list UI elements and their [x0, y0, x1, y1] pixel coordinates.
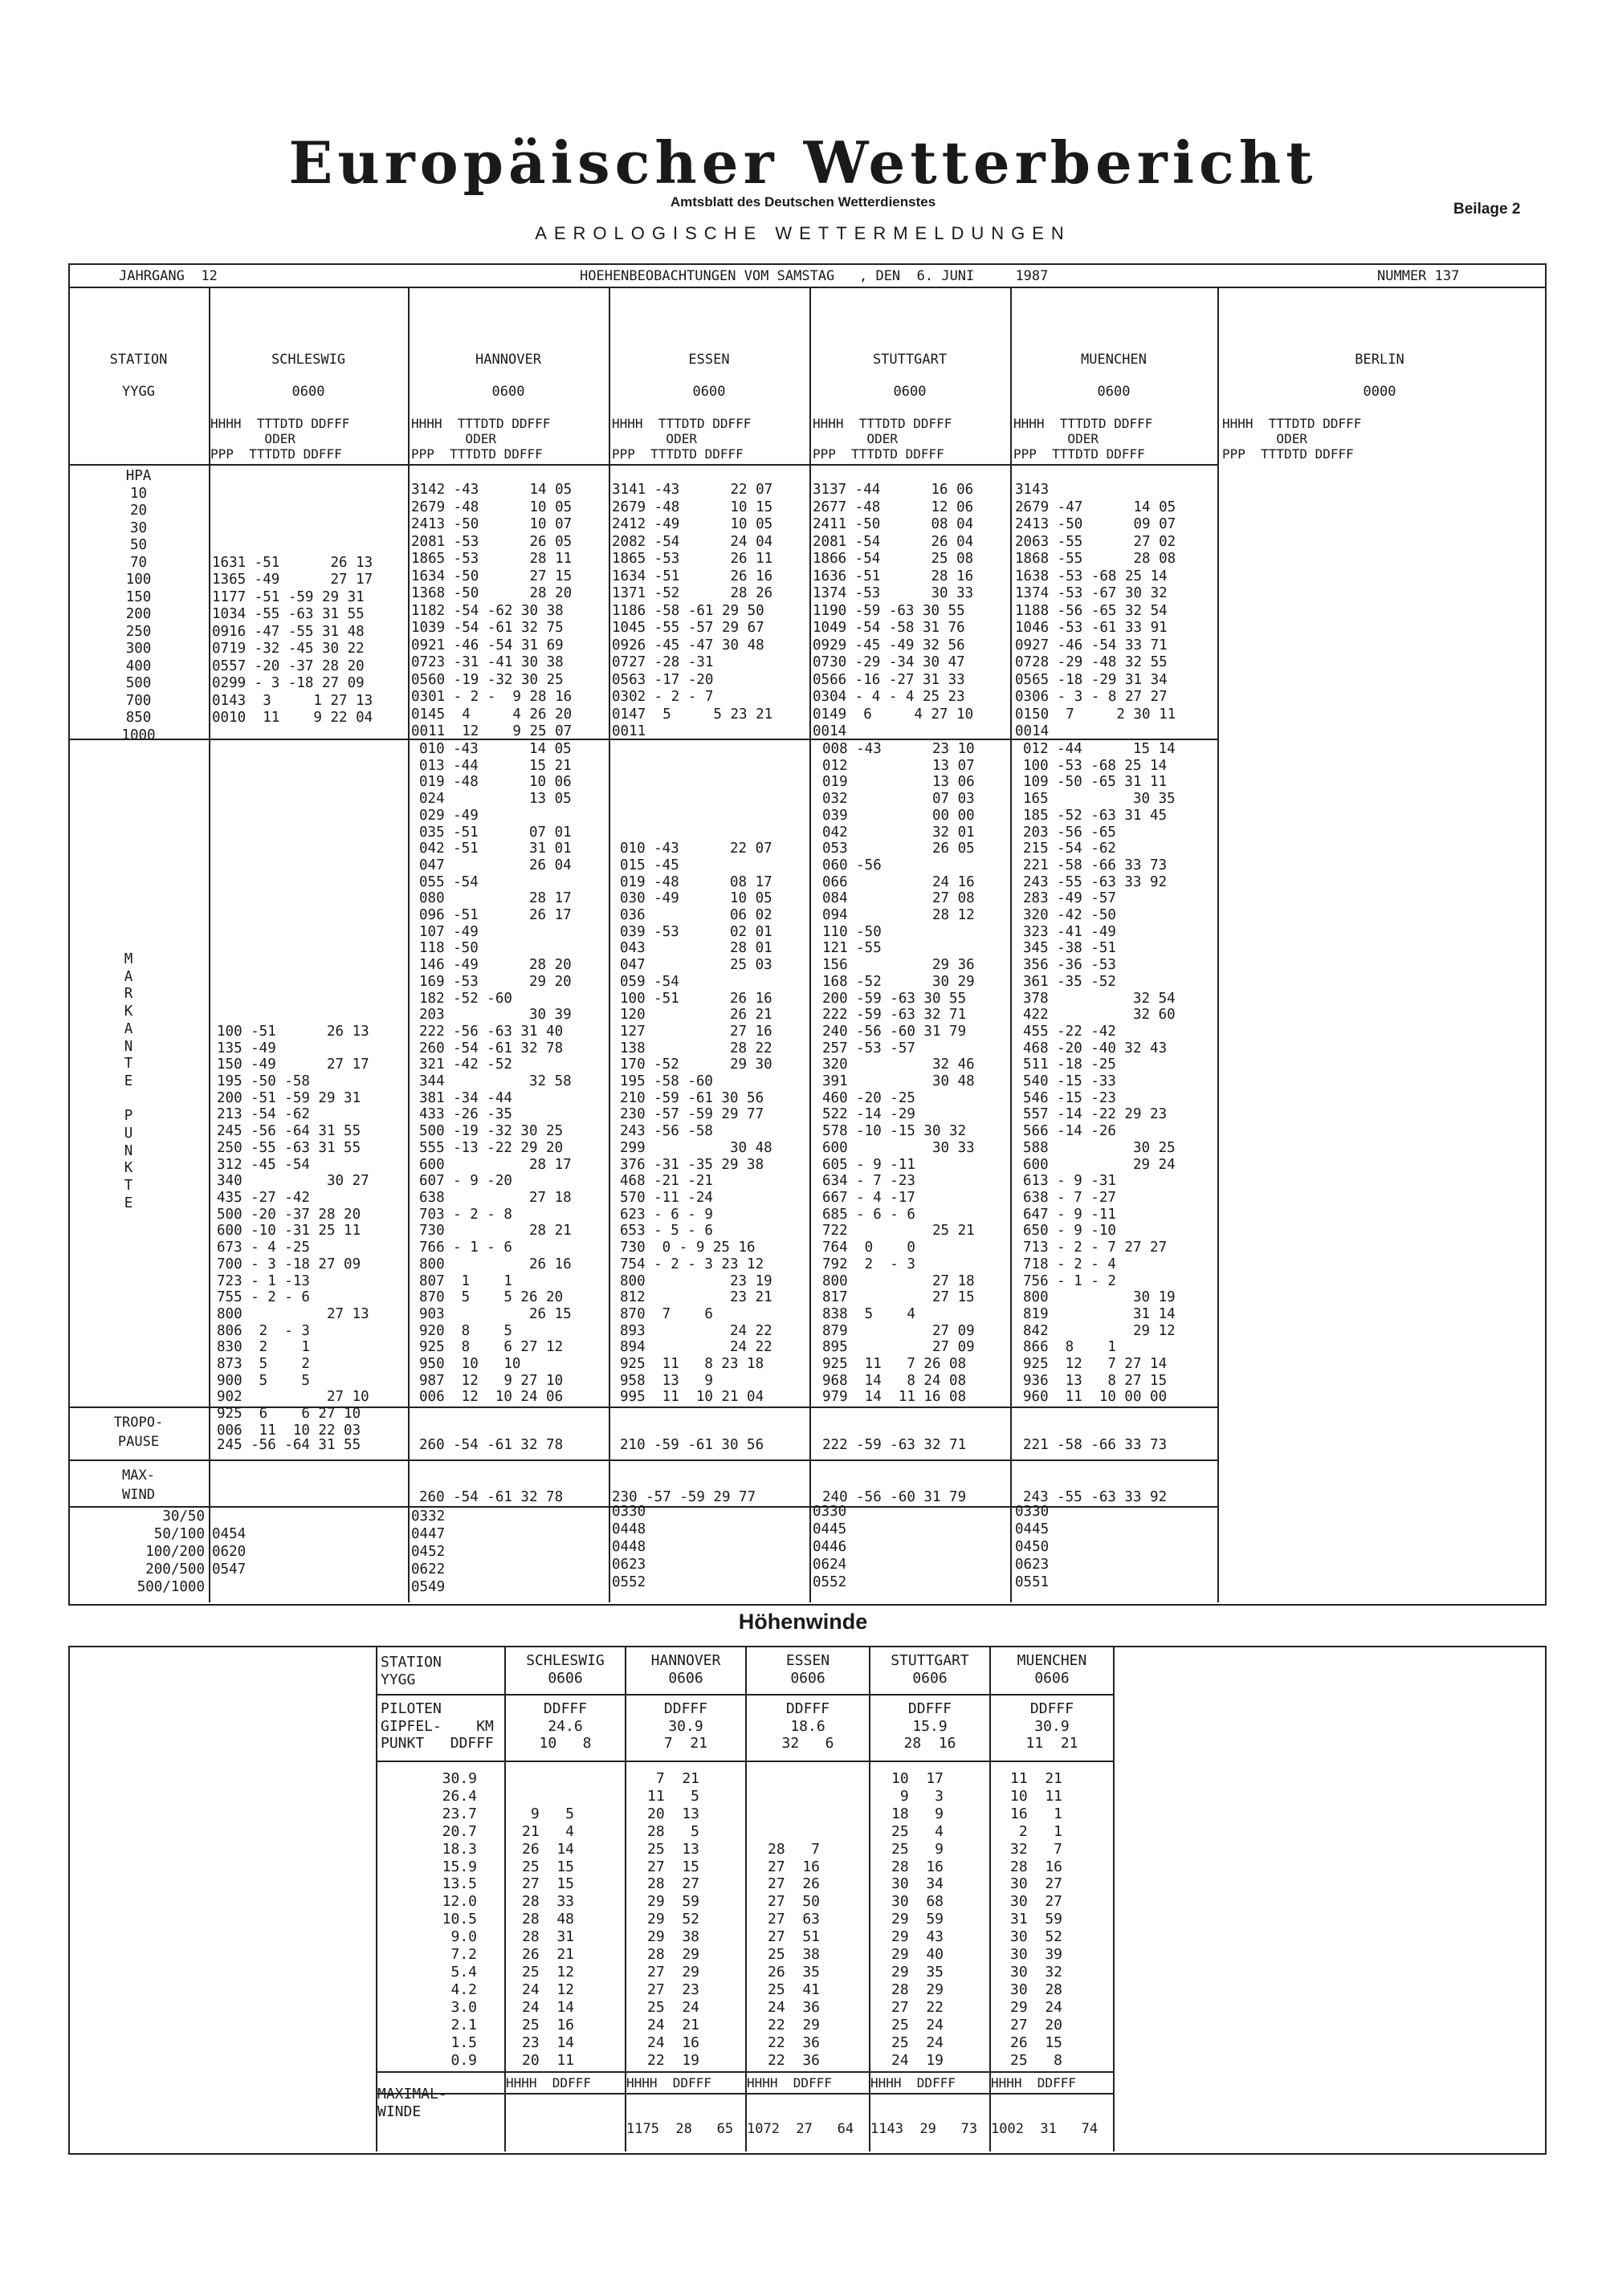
- hw-hhhh-head: HHHH DDFFF: [506, 2075, 591, 2090]
- station-time: 0600: [1097, 384, 1131, 400]
- sig-points-data: 010 -43 22 07 015 -45 019 -48 08 17 030 -49 10 05 036 06 02 039 -53 02 01 043 28 01 047 25 03 059 -54 100 -51 26 16 120 26 21 127 27 16 138 28 22 170 -52 29 30 195 -58 -60 210 -59 -61 30 56 230 -57 -59 29 77 243 -56 -58 299 30 48 376 -31 -35 29 38 468 -21 -21 570 -11 -24 623 - 6 - 9 653 - 5 - 6 730 0 - 9 25 16 754 - 2 - 3 23 12 800 23 19 812 23 21 870 7 6 893 24 22 894 24 22 925 11 8 23 18 958 13 9 995 11 10 21 04: [620, 841, 772, 1406]
- hw-values: 28 7 27 16 27 26 27 50 27 63 27 51 25 38 26 35 25 41 24 36 22 29 22 36 22 36: [768, 1840, 821, 2069]
- hw-values: 11 21 10 11 16 1 2 1 32 7 28 16 30 27 30 27 31 59 30 52 30 39 30 32 30 28 29 24 27 20 26 15 25 8: [1010, 1770, 1063, 2069]
- hw-km-column: 30.9 26.4 23.7 20.7 18.3 15.9 13.5 12.0 10.5 9.0 7.2 5.4 4.2 3.0 2.1 1.5 0.9: [442, 1770, 477, 2069]
- tropopause-label: TROPO- PAUSE: [113, 1415, 164, 1450]
- station-time: 0600: [491, 384, 525, 400]
- pressure-data: 3137 -44 16 06 2677 -48 12 06 2411 -50 08 04 2081 -54 26 04 1866 -54 25 08 1636 -51 28 16 1374 -53 30 33 1190 -59 -63 30 55 1049 -54 -58 31 76 0929 -45 -49 32 56 0730 -29 -34 30 47 0566 -16 -27 31 33 0304 - 4 - 4 25 23 0149 6 4 27 10 0014: [813, 482, 974, 739]
- station-label: STATION: [109, 352, 168, 368]
- page-title: Europäischer Wetterbericht: [288, 128, 1318, 197]
- hw-station-name: ESSEN 0606: [785, 1652, 830, 1687]
- maxwind-data: 230 -57 -59 29 77: [612, 1489, 756, 1505]
- hw-gipfel: DDFFF 30.9 11 21: [1025, 1700, 1078, 1753]
- hw-piloten-label: PILOTEN GIPFEL- KM PUNKT DDFFF: [381, 1700, 494, 1753]
- tropopause-data: 222 -59 -63 32 71: [822, 1437, 967, 1453]
- supplement-label: Beilage 2: [1453, 201, 1521, 218]
- pressure-data: 3141 -43 22 07 2679 -48 10 15 2412 -49 10 05 2082 -54 24 04 1865 -53 26 11 1634 -51 26 16 1371 -52 28 26 1186 -58 -61 29 50 1045 -55 -57 29 67 0926 -45 -47 30 48 0727 -28 -31 0563 -17 -20 0302 - 2 - 7 0147 5 5 23 21 0011: [612, 482, 773, 739]
- tropopause-data: 260 -54 -61 32 78: [419, 1437, 564, 1453]
- hw-values: 7 21 11 5 20 13 28 5 25 13 27 15 28 27 29 59 29 52 29 38 28 29 27 29 27 23 25 24 24 21 24 16 22 19: [647, 1770, 700, 2069]
- publisher-subtitle: Amtsblatt des Deutschen Wetterdienstes: [670, 194, 936, 210]
- maxwind-data: 240 -56 -60 31 79: [822, 1489, 967, 1505]
- station-name: STUTTGART: [872, 352, 948, 368]
- sig-points-data: 012 -44 15 14 100 -53 -68 25 14 109 -50 -65 31 11 165 30 35 185 -52 -63 31 45 203 -56 -65 215 -54 -62 221 -58 -66 33 73 243 -55 -63 33 92 283 -49 -57 320 -42 -50 323 -41 -49 345 -38 -51 356 -36 -53 361 -35 -52 378 32 54 422 32 60 455 -22 -42 468 -20 -40 32 43 511 -18 -25 540 -15 -33 546 -15 -23 557 -14 -22 29 23 566 -14 -26 588 30 25 600 29 24 613 - 9 -31 638 - 7 -27 647 - 9 -11 650 - 9 -10 713 - 2 - 7 27 27 718 - 2 - 4 756 - 1 - 2 800 30 19 819 31 14 842 29 12 866 8 1 925 12 7 27 14 936 13 8 27 15 960 11 10 00 00: [1023, 741, 1176, 1406]
- tropopause-data: 221 -58 -66 33 73: [1023, 1437, 1168, 1453]
- maxwind-data: 243 -55 -63 33 92: [1023, 1489, 1168, 1505]
- hw-gipfel: DDFFF 24.6 10 8: [539, 1700, 592, 1753]
- hoehenwinde-title: Höhenwinde: [738, 1610, 868, 1634]
- hw-station-name: SCHLESWIG 0606: [526, 1652, 605, 1687]
- pressure-data: 1631 -51 26 13 1365 -49 27 17 1177 -51 -59 29 31 1034 -55 -63 31 55 0916 -47 -55 31 48 0719 -32 -45 30 22 0557 -20 -37 28 20 0299 - 3 -18 27 09 0143 3 1 27 13 0010 11 9 22 04: [212, 554, 373, 726]
- sig-points-data: 008 -43 23 10 012 13 07 019 13 06 032 07 03 039 00 00 042 32 01 053 26 05 060 -56 066 24 16 084 27 08 094 28 12 110 -50 121 -55 156 29 36 168 -52 30 29 200 -59 -63 30 55 222 -59 -63 32 71 240 -56 -60 31 79 257 -53 -57 320 32 46 391 30 48 460 -20 -25 522 -14 -29 578 -10 -15 30 32 600 30 33 605 - 9 -11 634 - 7 -23 667 - 4 -17 685 - 6 - 6 722 25 21 764 0 0 792 2 - 3 800 27 18 817 27 15 838 5 4 879 27 09 895 27 09 925 11 7 26 08 968 14 8 24 08 979 14 11 16 08: [822, 741, 975, 1406]
- hw-values: 9 5 21 4 26 14 25 15 27 15 28 33 28 48 28 31 26 21 25 12 24 12 24 14 25 16 23 14 20 11: [522, 1805, 575, 2069]
- jahrgang-label: JAHRGANG 12: [119, 268, 218, 284]
- hw-max-value: 1072 27 64: [747, 2121, 854, 2137]
- shear-data: 0330 0448 0448 0623 0552: [612, 1504, 646, 1590]
- station-time: 0600: [893, 384, 927, 400]
- pressure-data: 3142 -43 14 05 2679 -48 10 05 2413 -50 10 07 2081 -53 26 05 1865 -53 28 11 1634 -50 27 15 1368 -50 28 20 1182 -54 -62 30 38 1039 -54 -61 32 75 0921 -46 -54 31 69 0723 -31 -41 30 38 0560 -19 -32 30 25 0301 - 2 - 9 28 16 0145 4 4 26 20 0011 12 9 25 07: [411, 482, 573, 739]
- tropopause-data: 245 -56 -64 31 55: [217, 1437, 361, 1453]
- hw-hhhh-head: HHHH DDFFF: [991, 2075, 1076, 2090]
- maxwind-label: MAX- WIND: [122, 1468, 155, 1503]
- station-name: MUENCHEN: [1081, 352, 1147, 368]
- pressure-data: 3143 2679 -47 14 05 2413 -50 09 07 2063 -55 27 02 1868 -55 28 08 1638 -53 -68 25 14 1374 -53 -67 30 32 1188 -56 -65 32 54 1046 -53 -61 33 91 0927 -46 -54 33 71 0728 -29 -48 32 55 0565 -18 -29 31 34 0306 - 3 - 8 27 27 0150 7 2 30 11 0014: [1015, 482, 1176, 739]
- tropopause-data: 210 -59 -61 30 56: [620, 1437, 764, 1453]
- hw-max-value: 1143 29 73: [870, 2121, 978, 2137]
- shear-data: 0332 0447 0452 0622 0549: [411, 1508, 446, 1595]
- column-header: HHHH TTTDTD DDFFF ODER PPP TTTDTD DDFFF: [411, 416, 551, 462]
- column-header: HHHH TTTDTD DDFFF ODER PPP TTTDTD DDFFF: [210, 416, 350, 462]
- hw-hhhh-head: HHHH DDFFF: [870, 2075, 956, 2090]
- station-name: SCHLESWIG: [271, 352, 346, 368]
- hw-gipfel: DDFFF 18.6 32 6: [781, 1700, 834, 1753]
- hw-values: 10 17 9 3 18 9 25 4 25 9 28 16 30 34 30 68 29 59 29 43 29 40 29 35 28 29 27 22 25 24 25 24 24 19: [891, 1770, 944, 2069]
- shear-data: 0454 0620 0547: [212, 1526, 247, 1577]
- shear-layers: 30/50 50/100 100/200 200/500 500/1000: [137, 1508, 205, 1595]
- hw-station-name: HANNOVER 0606: [650, 1652, 721, 1687]
- pressure-levels: HPA 10 20 30 50 70 100 150 200 250 300 400 500 700 850 1000: [121, 468, 156, 743]
- hw-max-value: 1175 28 65: [626, 2121, 734, 2137]
- station-time: 0600: [291, 384, 325, 400]
- sig-points-data: 010 -43 14 05 013 -44 15 21 019 -48 10 06 024 13 05 029 -49 035 -51 07 01 042 -51 31 01 047 26 04 055 -54 080 28 17 096 -51 26 17 107 -49 118 -50 146 -49 28 20 169 -53 29 20 182 -52 -60 203 30 39 222 -56 -63 31 40 260 -54 -61 32 78 321 -42 -52 344 32 58 381 -34 -44 433 -26 -35 500 -19 -32 30 25 555 -13 -22 29 20 600 28 17 607 - 9 -20 638 27 18 703 - 2 - 8 730 28 21 766 - 1 - 6 800 26 16 807 1 1 870 5 5 26 20 903 26 15 920 8 5 925 8 6 27 12 950 10 10 987 12 9 27 10 006 12 10 24 06: [419, 741, 572, 1406]
- station-name: HANNOVER: [475, 352, 541, 368]
- station-name: ESSEN: [688, 352, 730, 368]
- hw-gipfel: DDFFF 30.9 7 21: [663, 1700, 708, 1753]
- station-time: 0000: [1363, 384, 1396, 400]
- markante-punkte-label: M A R K A N T E P U N K T E: [124, 951, 133, 1211]
- section-title: AEROLOGISCHE WETTERMELDUNGEN: [535, 223, 1071, 243]
- hw-max-value: 1002 31 74: [991, 2121, 1099, 2137]
- shear-data: 0330 0445 0450 0623 0551: [1015, 1504, 1050, 1590]
- observation-date: HOEHENBEOBACHTUNGEN VOM SAMSTAG , DEN 6. JUNI 1987: [580, 268, 1049, 284]
- hw-station-name: MUENCHEN 0606: [1017, 1652, 1087, 1687]
- issue-number: NUMMER 137: [1377, 268, 1460, 284]
- column-header: HHHH TTTDTD DDFFF ODER PPP TTTDTD DDFFF: [813, 416, 952, 462]
- shear-data: 0330 0445 0446 0624 0552: [813, 1504, 847, 1590]
- column-header: HHHH TTTDTD DDFFF ODER PPP TTTDTD DDFFF: [1013, 416, 1153, 462]
- yygg-label: YYGG: [122, 384, 155, 400]
- hw-station-name: STUTTGART 0606: [891, 1652, 969, 1687]
- station-time: 0600: [692, 384, 726, 400]
- maxwind-data: 260 -54 -61 32 78: [419, 1489, 564, 1505]
- hw-hhhh-head: HHHH DDFFF: [626, 2075, 711, 2090]
- hw-hhhh-head: HHHH DDFFF: [747, 2075, 832, 2090]
- hw-maximal-label: MAXIMAL- WINDE: [377, 2086, 447, 2120]
- sig-points-data: 100 -51 26 13 135 -49 150 -49 27 17 195 -50 -58 200 -51 -59 29 31 213 -54 -62 245 -56 -64 31 55 250 -55 -63 31 55 312 -45 -54 340 30 27 435 -27 -42 500 -20 -37 28 20 600 -10 -31 25 11 673 - 4 -25 700 - 3 -18 27 09 723 - 1 -13 755 - 2 - 6 800 27 13 806 2 - 3 830 2 1 873 5 2 900 5 5 902 27 10 925 6 6 27 10 006 11 10 22 03: [217, 1023, 369, 1439]
- hw-station-label: STATION YYGG: [381, 1654, 442, 1688]
- station-name: BERLIN: [1355, 352, 1404, 368]
- column-header: HHHH TTTDTD DDFFF ODER PPP TTTDTD DDFFF: [612, 416, 752, 462]
- hw-gipfel: DDFFF 15.9 28 16: [903, 1700, 956, 1753]
- column-header: HHHH TTTDTD DDFFF ODER PPP TTTDTD DDFFF: [1222, 416, 1362, 462]
